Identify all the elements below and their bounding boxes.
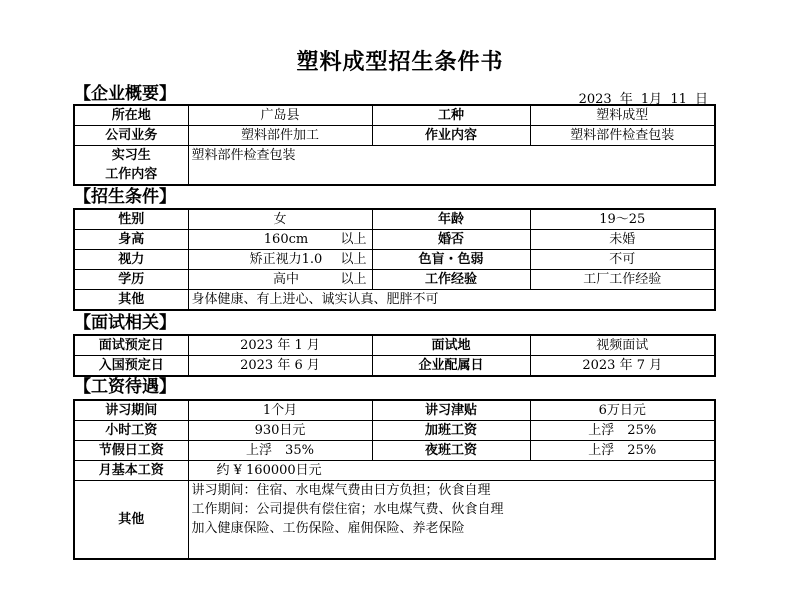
age-value: 19～25 (530, 209, 715, 230)
monthly-wage-label: 月基本工资 (74, 461, 188, 481)
document-date: 2023 年 1月 11 日 (578, 92, 708, 107)
salary-other-value (188, 481, 715, 560)
gender-label: 性别 (74, 209, 188, 230)
table-row (74, 290, 715, 311)
holiday-wage-label: 节假日工资 (74, 441, 188, 461)
location-label: 所在地 (74, 105, 188, 126)
work-label: 作业内容 (372, 126, 530, 146)
overtime-wage-value: 上浮 25% (530, 421, 715, 441)
monthly-wage-value: 约 ¥ 160000日元 (188, 461, 715, 481)
location-value: 广岛县 (188, 105, 372, 126)
intern-work-label-line2: 工作内容 (105, 167, 158, 182)
entry-date-value: 2023 年 6 月 (188, 356, 372, 377)
color-blind-label: 色盲・色弱 (372, 250, 530, 270)
table-row (74, 146, 715, 186)
training-period-value: 1个月 (188, 400, 372, 421)
work-value: 塑料部件检查包装 (530, 126, 715, 146)
table-row (74, 461, 715, 481)
interview-place-value: 视频面试 (530, 335, 715, 356)
table-row (74, 356, 715, 377)
vision-cell (188, 250, 372, 270)
document-title: 塑料成型招生条件书 (296, 50, 504, 75)
training-period-label: 讲习期间 (74, 400, 188, 421)
assign-date-value: 2023 年 7 月 (530, 356, 715, 377)
interview-date-label: 面试预定日 (74, 335, 188, 356)
table-row (74, 126, 715, 146)
age-label: 年龄 (372, 209, 530, 230)
table-row (74, 105, 715, 126)
section-company-heading: 【企业概要】 (74, 84, 176, 104)
training-allowance-label: 讲习津贴 (372, 400, 530, 421)
interview-table (73, 334, 716, 377)
marital-label: 婚否 (372, 230, 530, 250)
table-row (74, 230, 715, 250)
education-value: 高中 (272, 272, 299, 287)
business-value: 塑料部件加工 (188, 126, 372, 146)
education-suffix: 以上 (340, 272, 367, 287)
business-label: 公司业务 (74, 126, 188, 146)
section-requirements-heading: 【招生条件】 (74, 187, 176, 207)
section-interview-heading: 【面试相关】 (74, 313, 176, 333)
training-allowance-value: 6万日元 (530, 400, 715, 421)
night-wage-label: 夜班工资 (372, 441, 530, 461)
height-cell (188, 230, 372, 250)
night-wage-value: 上浮 25% (530, 441, 715, 461)
vision-label: 视力 (74, 250, 188, 270)
experience-label: 工作经验 (372, 270, 530, 290)
table-row (74, 209, 715, 230)
height-label: 身高 (74, 230, 188, 250)
salary-other-line: 讲习期间：住宿、水电煤气费由日方负担；伙食自理 (191, 483, 491, 498)
salary-other-line: 工作期间：公司提供有偿住宿；水电煤气费、伙食自理 (191, 502, 504, 517)
requirements-other-label: 其他 (74, 290, 188, 311)
job-value: 塑料成型 (530, 105, 715, 126)
holiday-wage-value: 上浮 35% (188, 441, 372, 461)
hourly-wage-value: 930日元 (188, 421, 372, 441)
section-salary-heading: 【工资待遇】 (74, 377, 176, 397)
table-row (74, 441, 715, 461)
education-cell (188, 270, 372, 290)
interview-date-value: 2023 年 1 月 (188, 335, 372, 356)
requirements-table (73, 208, 716, 311)
requirements-other-value: 身体健康、有上进心、诚实认真、肥胖不可 (188, 290, 715, 311)
marital-value: 未婚 (530, 230, 715, 250)
salary-other-line: 加入健康保险、工伤保险、雇佣保险、养老保险 (191, 521, 465, 536)
vision-value: 矫正视力1.0 (249, 252, 323, 267)
table-row (74, 250, 715, 270)
table-row (74, 481, 715, 560)
height-suffix: 以上 (340, 232, 367, 247)
table-row (74, 270, 715, 290)
gender-value: 女 (188, 209, 372, 230)
table-row (74, 400, 715, 421)
intern-work-label (74, 146, 188, 186)
job-label: 工种 (372, 105, 530, 126)
experience-value: 工厂工作经验 (530, 270, 715, 290)
intern-work-value: 塑料部件检查包装 (188, 146, 715, 186)
table-row (74, 335, 715, 356)
color-blind-value: 不可 (530, 250, 715, 270)
intern-work-label-line1: 实习生 (111, 148, 151, 163)
education-label: 学历 (74, 270, 188, 290)
overtime-wage-label: 加班工资 (372, 421, 530, 441)
table-row (74, 421, 715, 441)
entry-date-label: 入国预定日 (74, 356, 188, 377)
company-table (73, 104, 716, 186)
height-value: 160cm (263, 232, 309, 247)
assign-date-label: 企业配属日 (372, 356, 530, 377)
salary-table (73, 399, 716, 560)
salary-other-label: 其他 (74, 481, 188, 560)
hourly-wage-label: 小时工资 (74, 421, 188, 441)
vision-suffix: 以上 (340, 252, 367, 267)
interview-place-label: 面试地 (372, 335, 530, 356)
